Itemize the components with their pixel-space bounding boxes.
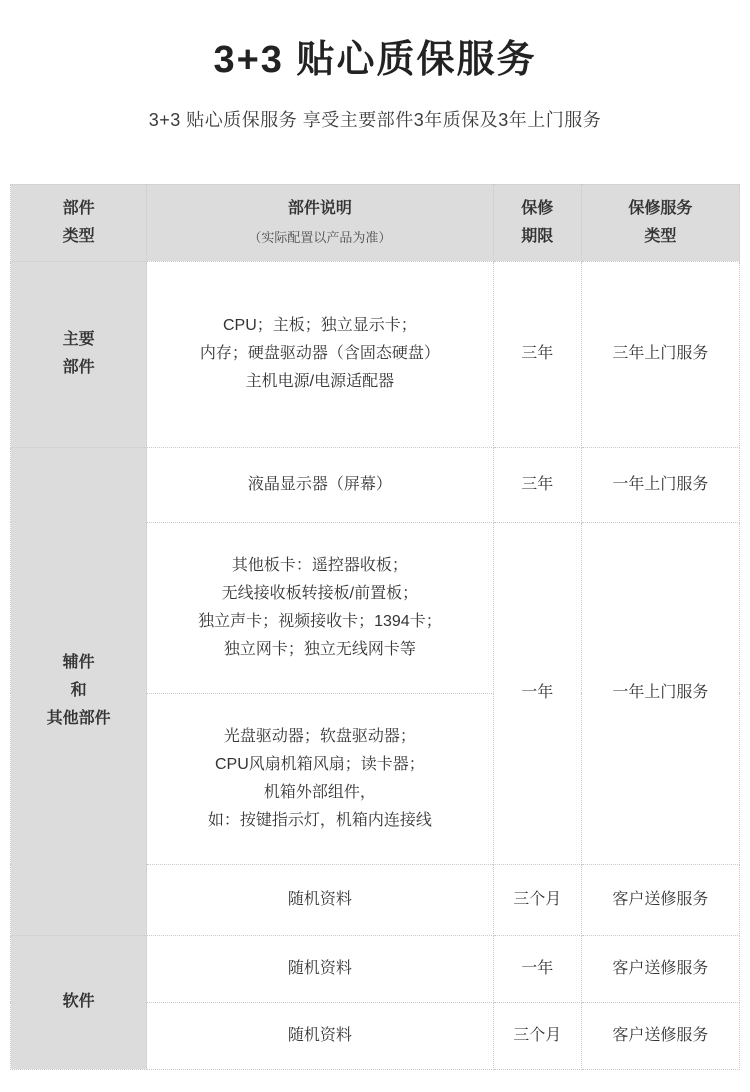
header-cell-type <box>11 184 147 261</box>
category-cell-accessories <box>11 447 147 935</box>
desc-line: 无线接收板转接板/前置板； <box>221 584 419 602</box>
header-desc-note: （实际配置以产品为准） <box>248 230 392 246</box>
desc-line: 主机电源/电源适配器 <box>245 373 395 391</box>
header-term-line2: 期限 <box>521 227 554 245</box>
desc-line: 内存；硬盘驱动器（含固态硬盘） <box>199 345 440 363</box>
desc-line: 如：按键指示灯，机箱内连接线 <box>207 811 432 829</box>
desc-line: 液晶显示器（屏幕） <box>247 475 392 493</box>
description-cell <box>147 935 493 1002</box>
header-service-line2: 类型 <box>644 227 677 245</box>
term-cell: 一年 <box>493 935 581 1002</box>
term-cell: 三年 <box>493 447 581 522</box>
header-cell-service <box>581 184 739 261</box>
description-cell <box>147 447 493 522</box>
category-main-line2: 部件 <box>62 359 95 377</box>
service-cell: 客户送修服务 <box>581 864 739 935</box>
term-cell: 三年 <box>493 261 581 447</box>
category-main-line1: 主要 <box>62 331 95 349</box>
description-cell <box>147 522 493 693</box>
desc-line: 独立声卡；视频接收卡；1394卡； <box>198 612 442 630</box>
description-cell <box>147 261 493 447</box>
category-cell-software <box>11 935 147 1069</box>
term-cell: 一年 <box>493 522 581 864</box>
desc-line: 随机资料 <box>287 890 352 908</box>
service-cell: 三年上门服务 <box>581 261 739 447</box>
category-cell-main-parts <box>11 261 147 447</box>
desc-line: 光盘驱动器；软盘驱动器； <box>223 727 416 745</box>
table-header-row <box>11 184 740 261</box>
service-cell: 一年上门服务 <box>581 522 739 864</box>
term-cell: 三个月 <box>493 864 581 935</box>
desc-line: CPU风扇机箱风扇；读卡器； <box>215 755 425 773</box>
category-acc-line3: 其他部件 <box>46 710 111 728</box>
term-cell: 三个月 <box>493 1002 581 1069</box>
desc-line: 机箱外部组件， <box>263 783 376 801</box>
header-type-line1: 部件 <box>62 199 95 217</box>
page-title: 3+3 贴心质保服务 <box>213 39 537 81</box>
page-header <box>0 0 750 132</box>
header-term-line1: 保修 <box>521 199 554 217</box>
header-desc-main: 部件说明 <box>287 200 352 218</box>
header-cell-term <box>493 184 581 261</box>
header-service-line1: 保修服务 <box>628 199 693 217</box>
table-row <box>11 261 740 447</box>
description-cell <box>147 1002 493 1069</box>
desc-line: 其他板卡：遥控器收板； <box>231 556 408 574</box>
desc-line: 随机资料 <box>287 1026 352 1044</box>
header-type-line2: 类型 <box>62 227 95 245</box>
description-cell <box>147 693 493 864</box>
category-software-line1: 软件 <box>62 993 95 1011</box>
warranty-table <box>10 184 740 1070</box>
category-acc-line2: 和 <box>70 682 87 700</box>
service-cell: 客户送修服务 <box>581 1002 739 1069</box>
category-acc-line1: 辅件 <box>62 654 95 672</box>
warranty-table-wrap <box>10 184 740 1070</box>
table-row <box>11 935 740 1002</box>
table-row <box>11 447 740 522</box>
header-cell-description <box>147 184 493 261</box>
desc-line: CPU；主板；独立显示卡； <box>223 317 417 335</box>
service-cell: 客户送修服务 <box>581 935 739 1002</box>
desc-line: 独立网卡；独立无线网卡等 <box>223 640 416 658</box>
page-subtitle: 3+3 贴心质保服务 享受主要部件3年质保及3年上门服务 <box>148 109 602 130</box>
description-cell <box>147 864 493 935</box>
desc-line: 随机资料 <box>287 959 352 977</box>
service-cell: 一年上门服务 <box>581 447 739 522</box>
